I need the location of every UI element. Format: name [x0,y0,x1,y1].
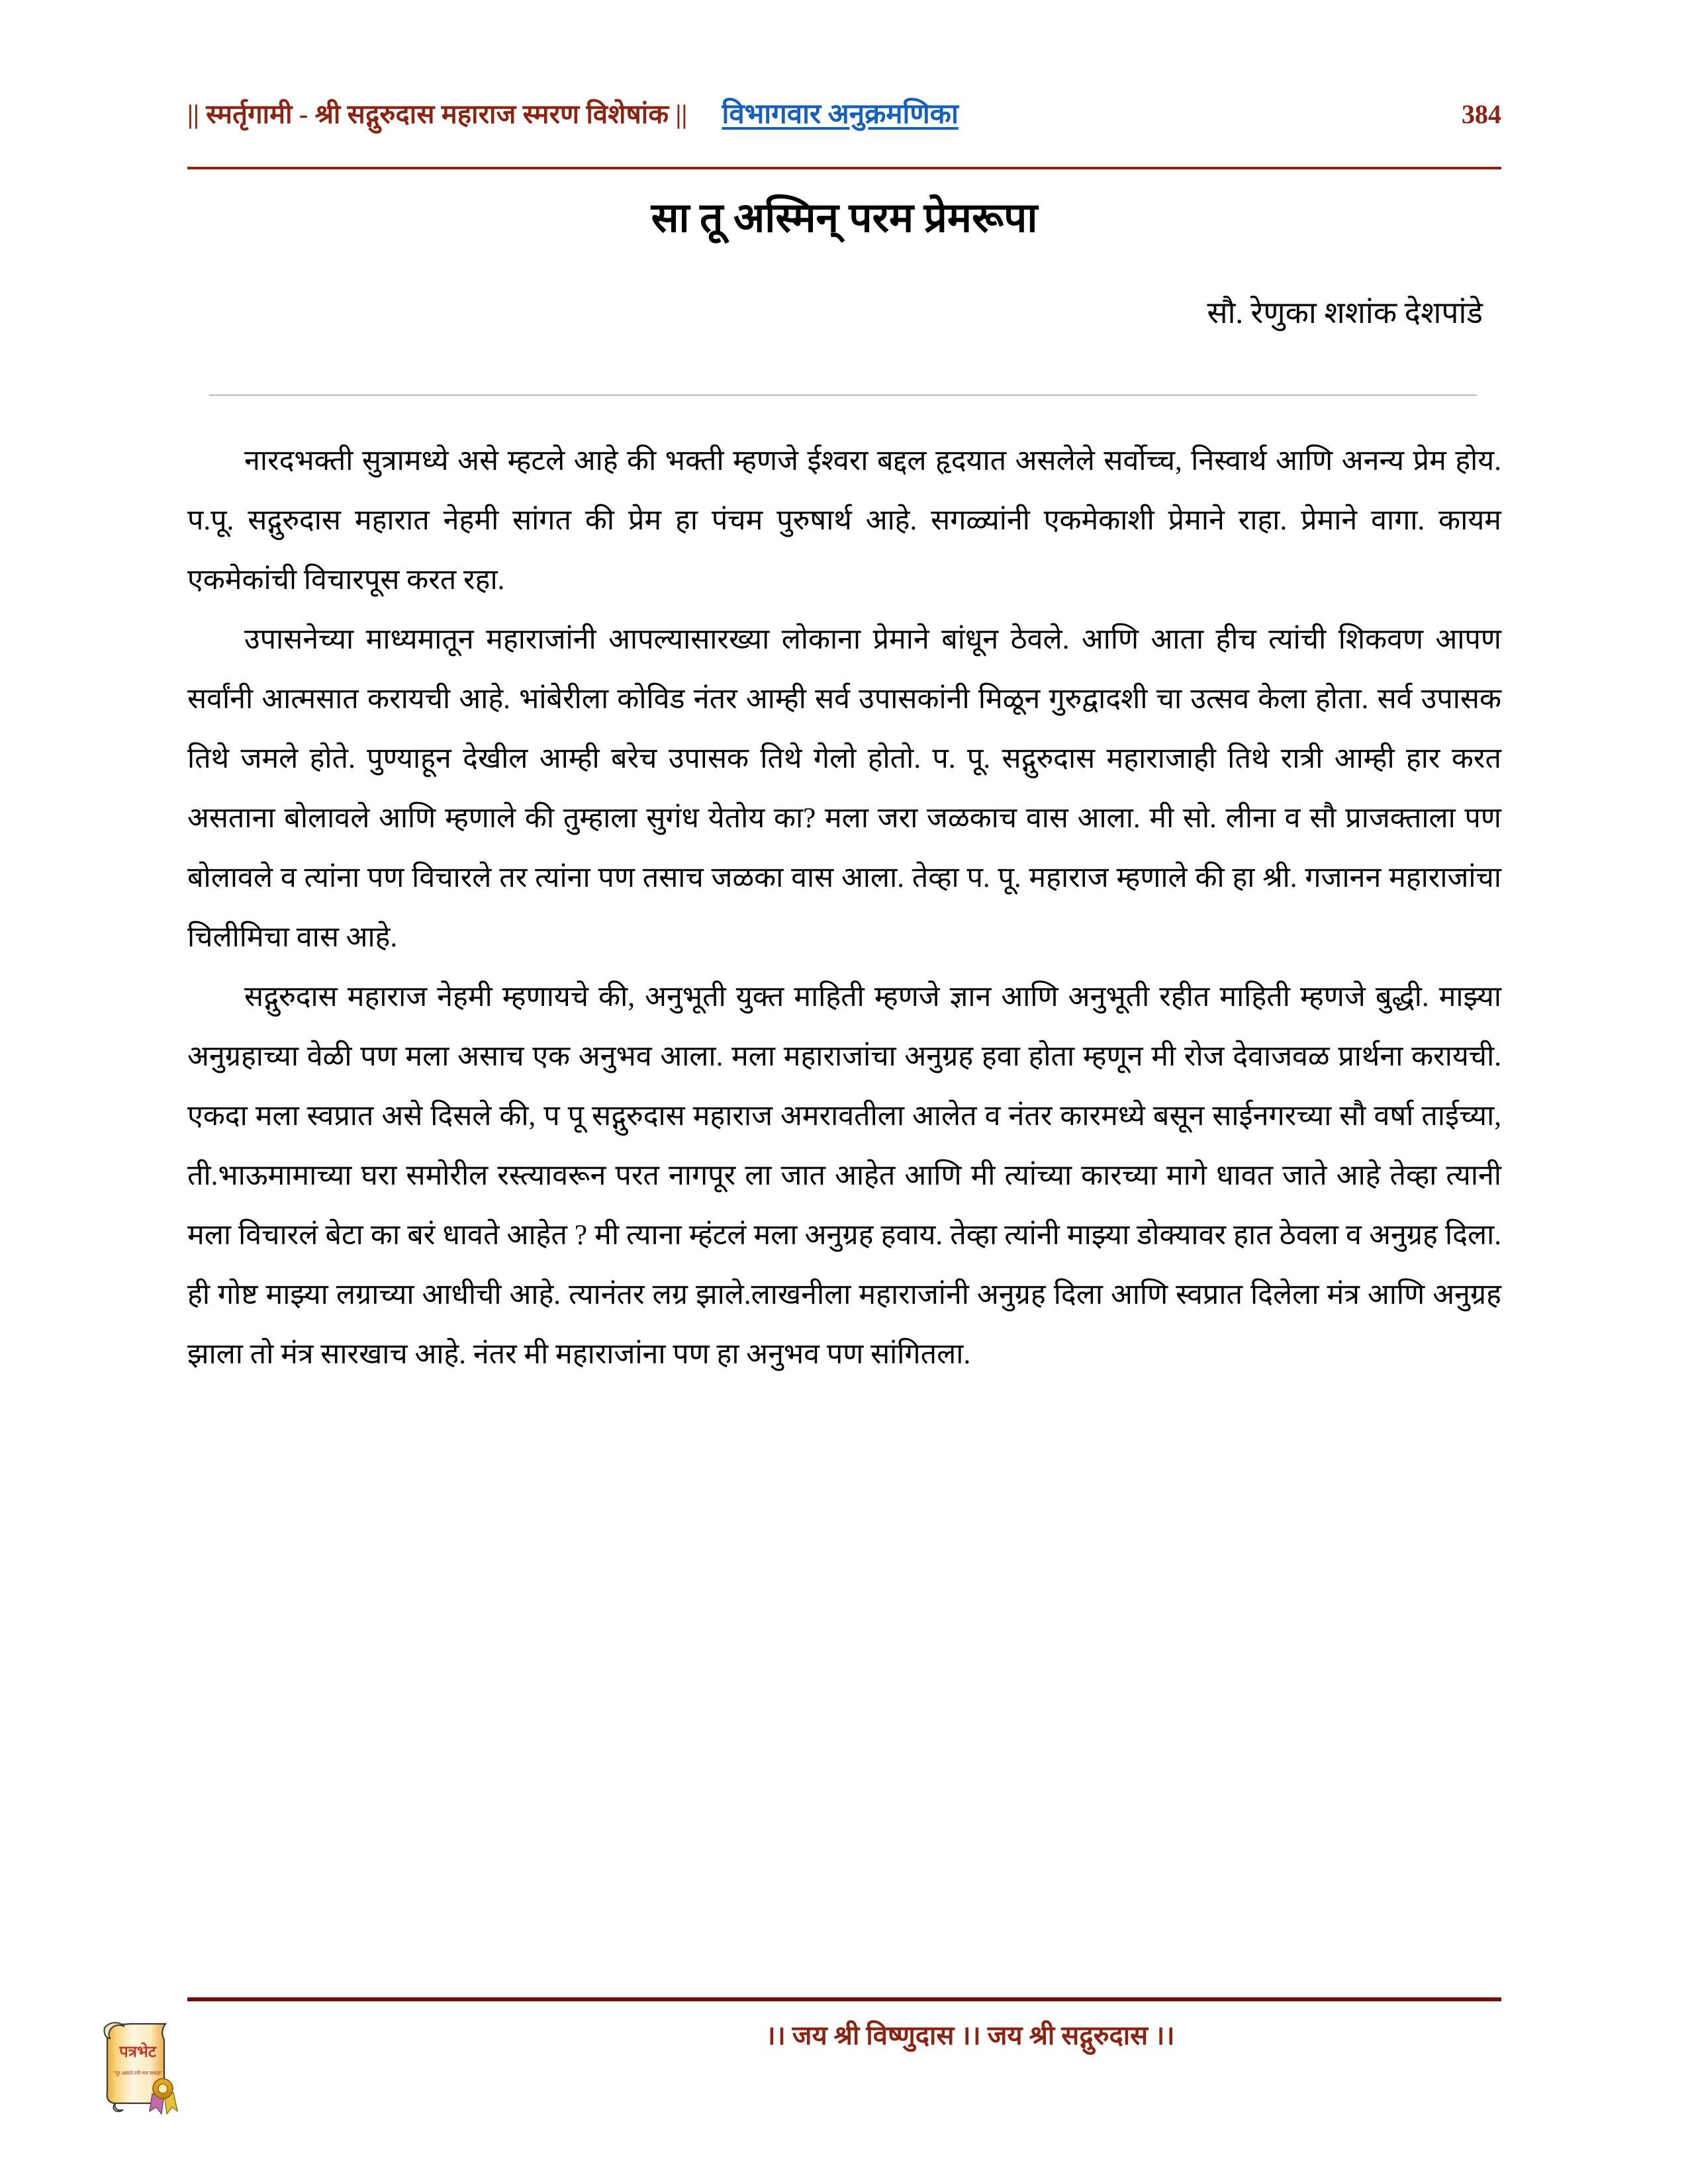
page-number: 384 [1462,99,1501,129]
header-divider [187,167,1501,169]
footer-blessing: ।। जय श्री विष्णुदास ।। जय श्री सद्गुरुदास ।। [765,2021,1175,2050]
body-paragraph: नारदभक्ती सुत्रामध्ये असे म्हटले आहे की भक्ती म्हणजे ईश्वरा बद्दल हृदयात असलेले सर्वोच्च, निस्वार्थ आणि अनन्य प्रेम होय. प.पू. सद्गुरुदास महारात नेहमी सांगत की प्रेम हा पंचम पुरुषार्थ आहे. सगळ्यांनी एकमेकाशी प्रेमाने राहा. प्रेमाने वागा. कायम एकमेकांची विचारपूस करत रहा. [187,445,1501,596]
article-body [187,432,1501,1385]
article-title: सा तू अस्मिन् परम प्रेमरूपा [651,196,1038,241]
footer-divider [187,1997,1501,2001]
article-author: सौ. रेणुका शशांक देशपांडे [1207,296,1483,330]
patrabhet-logo-icon [81,2011,180,2116]
section-index-link[interactable]: विभागवार अनुक्रमणिका [722,99,959,130]
page-header [187,94,1501,136]
title-divider [209,394,1477,396]
logo-tagline: "दूर असले तरी मन जवळ" [113,2070,163,2076]
body-paragraph: सद्गुरुदास महाराज नेहमी म्हणायचे की, अनुभूती युक्त माहिती म्हणजे ज्ञान आणि अनुभूती रहीत माहिती म्हणजे बुद्धी. माझ्या अनुग्रहाच्या वेळी पण मला असाच एक अनुभव आला. मला महाराजांचा अनुग्रह हवा होता म्हणून मी रोज देवाजवळ प्रार्थना करायची. एकदा मला स्वप्रात असे दिसले की, प पू सद्गुरुदास महाराज अमरावतीला आलेत व नंतर कारमध्ये बसून साईनगरच्या सौ वर्षा ताईच्या, ती.भाऊमामाच्या घरा समोरील रस्त्यावरून परत नागपूर ला जात आहेत आणि मी त्यांच्या कारच्या मागे धावत जाते आहे तेव्हा त्यानी मला विचारलं बेटा का बरं धावते आहेत ? मी त्याना म्हंटलं मला अनुग्रह हवाय. तेव्हा त्यांनी माझ्या डोक्यावर हात ठेवला व अनुग्रह दिला. ही गोष्ट माझ्या लग्राच्या आधीची आहे. त्यानंतर लग्र झाले.लाखनीला महाराजांनी अनुग्रह दिला आणि स्वप्रात दिलेला मंत्र आणि अनुग्रह झाला तो मंत्र सारखाच आहे. नंतर मी महाराजांना पण हा अनुभव पण सांगितला. [187,981,1501,1370]
publication-title: || स्मर्तृगामी - श्री सद्गुरुदास महाराज स्मरण विशेषांक || [187,99,688,129]
logo-label: पत्रभेट [119,2044,156,2061]
body-paragraph: उपासनेच्या माध्यमातून महाराजांनी आपल्यासारख्या लोकाना प्रेमाने बांधून ठेवले. आणि आता हीच त्यांची शिकवण आपण सर्वांनी आत्मसात करायची आहे. भांबेरीला कोविड नंतर आम्ही सर्व उपासकांनी मिळून गुरुद्वादशी चा उत्सव केला होता. सर्व उपासक तिथे जमले होते. पुण्याहून देखील आम्ही बरेच उपासक तिथे गेलो होतो. प. पू. सद्गुरुदास महाराजाही तिथे रात्री आम्ही हार करत असताना बोलावले आणि म्हणाले की तुम्हाला सुगंध येतोय का? मला जरा जळकाच वास आला. मी सो. लीना व सौ प्राजक्ताला पण बोलावले व त्यांना पण विचारले तर त्यांना पण तसाच जळका वास आला. तेव्हा प. पू. महाराज म्हणाले की हा श्री. गजानन महाराजांचा चिलीमिचा वास आहे. [187,624,1501,953]
